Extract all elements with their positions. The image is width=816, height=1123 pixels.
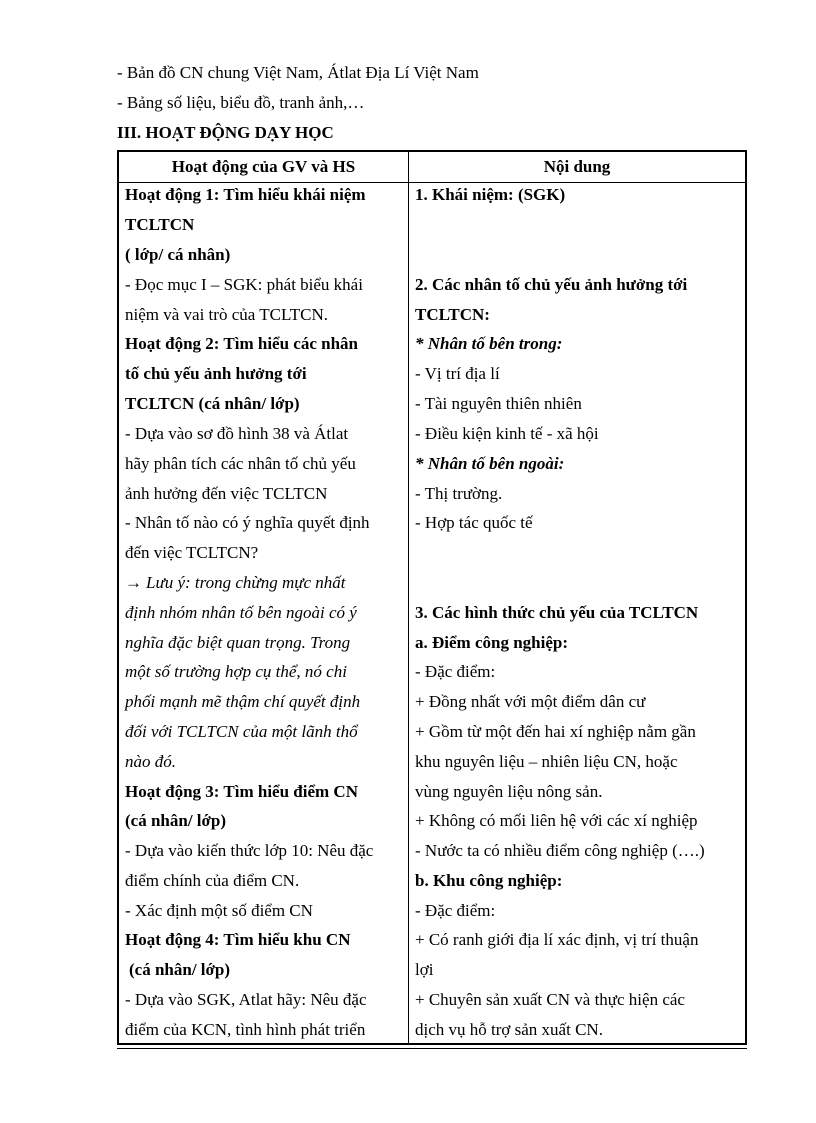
industrial-point-vietnam: - Nước ta có nhiều điểm công nghiệp (….) (415, 841, 705, 860)
industrial-point-feature-3: + Không có mối liên hệ với các xí nghiệp (415, 811, 698, 830)
header-content: Nội dung (543, 157, 611, 176)
industrial-zone-heading: b. Khu công nghiệp: (415, 871, 563, 890)
note-line-4: một số trường hợp cụ thể, nó chi (125, 662, 347, 681)
industrial-point-features: - Đặc điểm: (415, 662, 496, 681)
note-line: → Lưu ý: trong chừng mực nhất (125, 573, 346, 592)
industrial-point-feature-2-cont-2: vùng nguyên liệu nông sản. (415, 782, 603, 801)
industrial-point-feature-2: + Gồm từ một đến hai xí nghiệp nằm gần (415, 722, 696, 741)
activity-3-task: - Dựa vào kiến thức lớp 10: Nêu đặc (125, 841, 374, 860)
lesson-table (117, 150, 747, 1045)
note-line-6: đối với TCLTCN của một lãnh thổ (125, 722, 358, 741)
materials-line-map: - Bản đồ CN chung Việt Nam, Átlat Địa Lí Việt Nam (117, 63, 479, 82)
activity-3-task-cont: điểm chính của điểm CN. (125, 871, 300, 890)
activity-1-title-cont: TCLTCN (125, 215, 195, 234)
activity-2-question: - Nhân tố nào có ý nghĩa quyết định (125, 513, 370, 532)
activity-2-title-cont: tố chủ yếu ảnh hưởng tới (125, 364, 307, 383)
industrial-point-heading: a. Điểm công nghiệp: (415, 633, 568, 652)
activity-3-task-2: - Xác định một số điểm CN (125, 901, 313, 920)
note-line-2: định nhóm nhân tố bên ngoài có ý (125, 603, 357, 622)
note-line-3: nghĩa đặc biệt quan trọng. Trong (125, 633, 351, 652)
content-2-factors-title-cont: TCLTCN: (415, 305, 490, 324)
table-header-row (119, 152, 745, 183)
activity-1-title: Hoạt động 1: Tìm hiểu khái niệm (125, 185, 366, 204)
activity-2-title: Hoạt động 2: Tìm hiểu các nhân (125, 334, 359, 353)
industrial-zone-feature-2-cont: dịch vụ hỗ trợ sản xuất CN. (415, 1020, 603, 1039)
content-2-factors-title: 2. Các nhân tố chủ yếu ảnh hưởng tới (415, 275, 688, 294)
activity-1-task: - Đọc mục I – SGK: phát biểu khái (125, 275, 363, 294)
factor-cooperation: - Hợp tác quốc tế (415, 513, 533, 532)
activity-3-mode: (cá nhân/ lớp) (125, 811, 227, 830)
factor-location: - Vị trí địa lí (415, 364, 500, 383)
industrial-zone-feature-1: + Có ranh giới địa lí xác định, vị trí thuận (415, 930, 699, 949)
factor-socioeconomic: - Điều kiện kinh tế - xã hội (415, 424, 599, 443)
industrial-zone-features: - Đặc điểm: (415, 901, 496, 920)
industrial-point-feature-1: + Đồng nhất với một điểm dân cư (415, 692, 646, 711)
materials-line-data: - Bảng số liệu, biểu đồ, tranh ảnh,… (117, 93, 365, 112)
column-divider (408, 152, 409, 1043)
activity-2-mode: TCLTCN (cá nhân/ lớp) (125, 394, 300, 413)
factor-market: - Thị trường. (415, 484, 503, 503)
activity-4-task: - Dựa vào SGK, Atlat hãy: Nêu đặc (125, 990, 367, 1009)
activity-4-title: Hoạt động 4: Tìm hiểu khu CN (125, 930, 351, 949)
activity-1-mode: ( lớp/ cá nhân) (125, 245, 231, 264)
note-line-7: nào đó. (125, 752, 176, 771)
activity-3-title: Hoạt động 3: Tìm hiểu điểm CN (125, 782, 358, 801)
arrow-icon: → (125, 573, 142, 592)
activity-2-task-cont: hãy phân tích các nhân tố chủ yếu (125, 454, 356, 473)
section-heading: III. HOẠT ĐỘNG DẠY HỌC (117, 123, 334, 142)
activity-2-task: - Dựa vào sơ đồ hình 38 và Átlat (125, 424, 349, 443)
internal-factors-heading: * Nhân tố bên trong: (415, 334, 563, 353)
activity-4-task-cont: điểm của KCN, tình hình phát triển (125, 1020, 366, 1039)
industrial-zone-feature-2: + Chuyên sản xuất CN và thực hiện các (415, 990, 685, 1009)
content-1-concept: 1. Khái niệm: (SGK) (415, 185, 566, 204)
activity-2-task-cont-2: ảnh hưởng đến việc TCLTCN (125, 484, 328, 503)
external-factors-heading: * Nhân tố bên ngoài: (415, 454, 565, 473)
note-line-5: phối mạnh mẽ thậm chí quyết định (125, 692, 361, 711)
header-teacher-student-activities: Hoạt động của GV và HS (171, 157, 356, 176)
activity-2-question-cont: đến việc TCLTCN? (125, 543, 259, 562)
industrial-point-feature-2-cont: khu nguyên liệu – nhiên liệu CN, hoặc (415, 752, 678, 771)
content-3-forms-title: 3. Các hình thức chủ yếu của TCLTCN (415, 603, 699, 622)
factor-resources: - Tài nguyên thiên nhiên (415, 394, 582, 413)
activity-4-mode: (cá nhân/ lớp) (129, 960, 231, 979)
industrial-zone-feature-1-cont: lợi (415, 960, 434, 979)
activity-1-task-cont: niệm và vai trò của TCLTCN. (125, 305, 329, 324)
